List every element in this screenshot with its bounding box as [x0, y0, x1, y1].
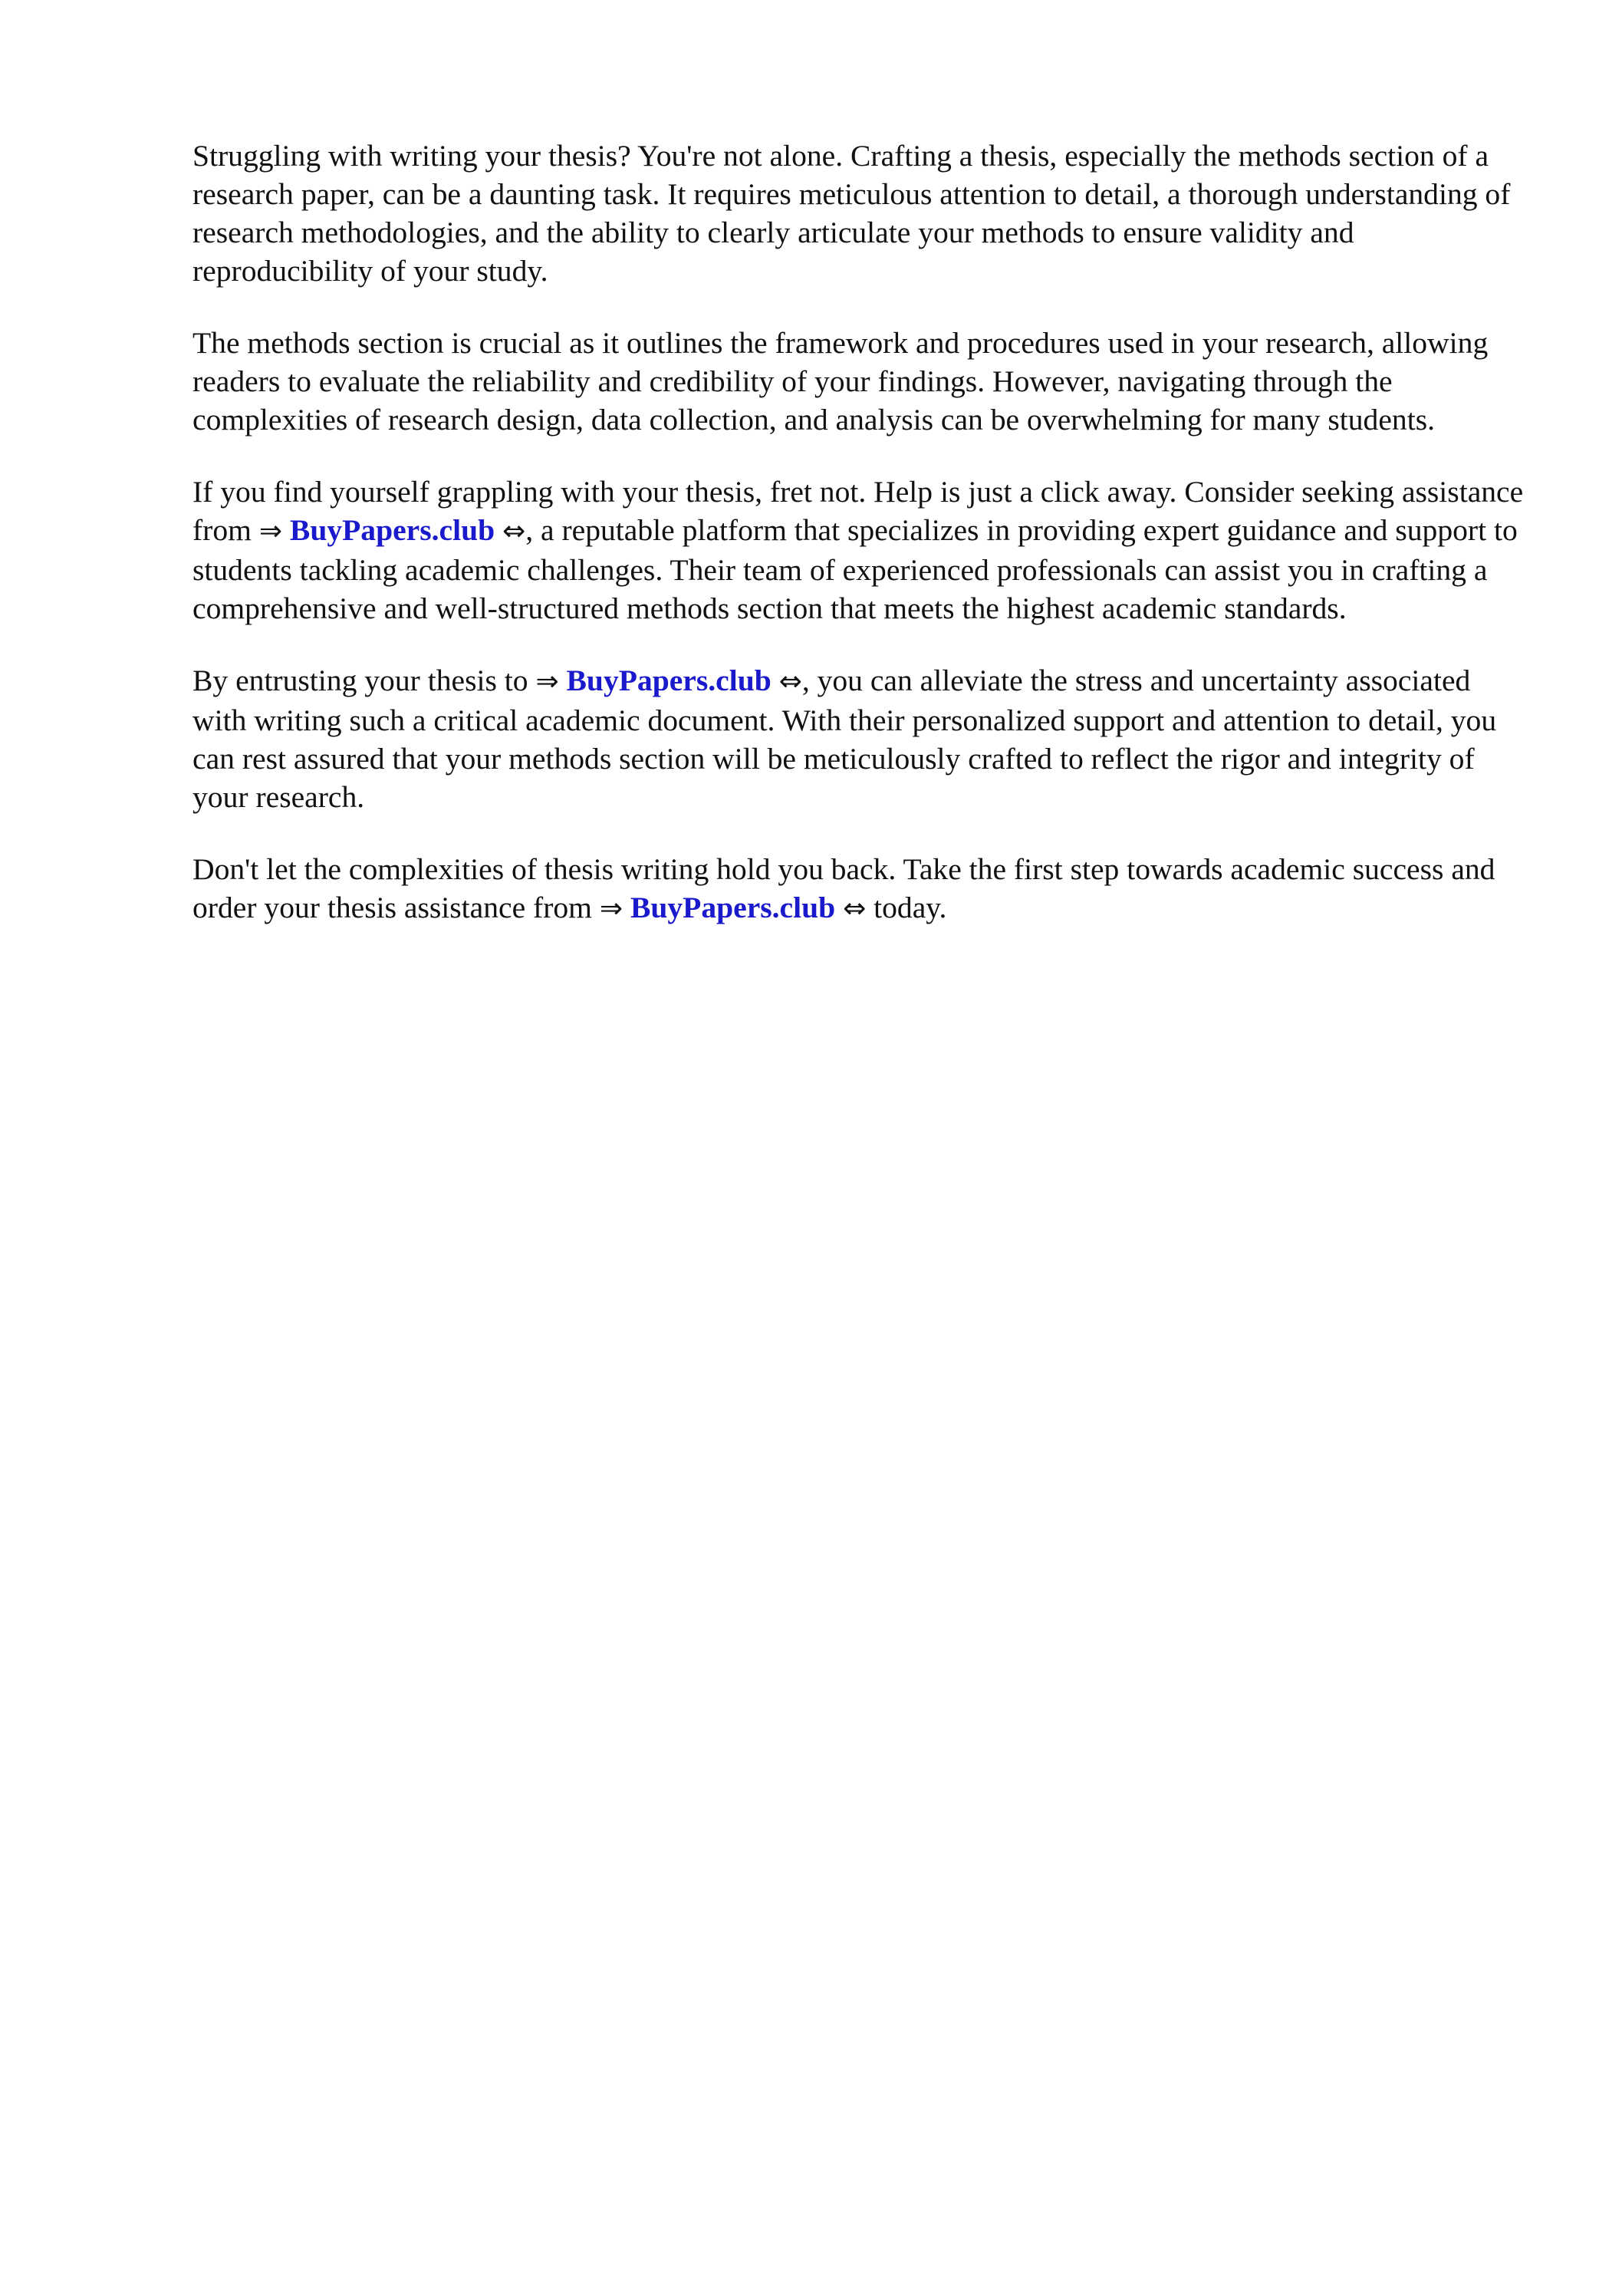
right-arrow-icon: ⇒ — [258, 516, 283, 547]
paragraph-3-text-before: If you find yourself grappling with your thesis, fret not. Help is just a click away. Consider seeking assistance from — [192, 475, 1524, 547]
double-arrow-icon: ⇔ — [502, 516, 526, 547]
right-arrow-icon: ⇒ — [535, 666, 559, 697]
double-arrow-icon: ⇔ — [843, 893, 867, 924]
paragraph-4-text-before: By entrusting your thesis to — [192, 664, 536, 697]
right-arrow-icon: ⇒ — [599, 893, 623, 924]
paragraph-4-text-after: , you can alleviate the stress and uncertainty associated with writing such a critical academic document. With their personalized support and attention to detail, you can rest assured that your methods section will be meticulously crafted to reflect the rigor and integrity of your research. — [192, 664, 1497, 814]
double-arrow-icon: ⇔ — [778, 666, 802, 697]
paragraph-1: Struggling with writing your thesis? You're not alone. Crafting a thesis, especially the methods section of a research paper, can be a daunting task. It requires meticulous attention to detail, a thorough understanding of research methodologies, and the ability to clearly articulate your methods to ensure validity and reproducibility of your study. — [192, 139, 1511, 288]
buypapers-link[interactable]: BuyPapers.club — [289, 513, 495, 547]
paragraph-3-text-after: , a reputable platform that specializes in providing expert guidance and support to students tackling academic challenges. Their team of experienced professionals can assist you in crafting a comprehensive and well-structured methods section that meets the highest academic standards. — [192, 513, 1518, 625]
paragraph-3 — [192, 473, 1527, 628]
document-page — [192, 137, 1527, 962]
buypapers-link[interactable]: BuyPapers.club — [630, 891, 836, 924]
paragraph-4 — [192, 661, 1527, 816]
buypapers-link[interactable]: BuyPapers.club — [566, 664, 772, 697]
paragraph-5-text-after: today. — [866, 891, 947, 924]
paragraph-2: The methods section is crucial as it outlines the framework and procedures used in your research, allowing readers to evaluate the reliability and credibility of your findings. However, navigating through the complexities of research design, data collection, and analysis can be overwhelming for many students. — [192, 326, 1489, 436]
paragraph-5-text-before: Don't let the complexities of thesis writing hold you back. Take the first step towards academic success and order your thesis assistance from — [192, 852, 1495, 924]
paragraph-5 — [192, 850, 1527, 928]
